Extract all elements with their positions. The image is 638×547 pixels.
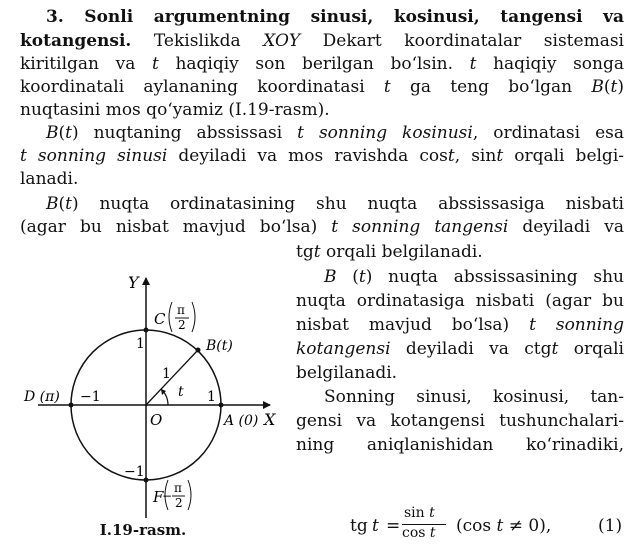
text-span: t: [65, 194, 72, 214]
num-t: t: [429, 505, 435, 521]
text-line-18: [296, 410, 624, 433]
radius-ob: [146, 350, 198, 405]
text-span: t sonning sinusi: [20, 146, 168, 166]
figure-caption: I.19-rasm.: [99, 521, 187, 539]
point-d-dot: [69, 403, 74, 408]
f-minus: −: [162, 489, 173, 503]
text-span: kiritilgan va: [20, 54, 152, 74]
text-line-2: [20, 30, 624, 53]
text-span: (: [58, 194, 66, 214]
text-span: deyiladi va mos ravishda cos: [167, 146, 448, 166]
text-line-16: [296, 362, 624, 385]
text-span: orqali: [558, 339, 624, 359]
tick-minus-one-left: −1: [80, 389, 101, 405]
point-b-dot: [196, 348, 201, 353]
text-span: ) nuqta ordinatasining shu nuqta abssissasiga nisbati: [71, 194, 624, 214]
den-cos: cos: [402, 525, 426, 541]
text-line-4: [20, 76, 624, 99]
text-span: lanadi.: [20, 169, 79, 189]
cond-t: t: [496, 516, 504, 536]
section-heading: 3. Sonli argumentning sinusi, kosinusi, tangensi va: [46, 7, 624, 27]
text-span: Tekislikda: [131, 31, 264, 51]
c-pi: π: [177, 303, 185, 317]
text-span: Dekart koordinatalar sistemasi: [300, 31, 624, 51]
f-pi: π: [174, 481, 182, 495]
num-sin: sin: [404, 505, 425, 521]
text-span: t: [151, 54, 159, 74]
point-c-label: C: [154, 310, 166, 328]
text-line-19: [296, 434, 624, 457]
text-span: t: [447, 146, 455, 166]
tick-one-right: 1: [207, 389, 216, 405]
text-line-3: [20, 53, 624, 76]
point-a-dot: [219, 403, 224, 408]
text-span: nisbat mavjud bo‘lsa): [296, 315, 530, 335]
text-line-15: [296, 338, 624, 361]
text-span: ) nuqtaning abssissasi: [71, 123, 298, 143]
angle-label: t: [178, 384, 184, 400]
cond-cos: (cos: [456, 516, 492, 536]
formula-condition: [456, 516, 551, 536]
f-two: 2: [175, 496, 183, 510]
formula-denominator: [402, 525, 436, 541]
text-span: ning aniqlanishidan ko‘rinadiki,: [296, 435, 624, 455]
y-axis-label: Y: [128, 273, 139, 292]
text-span: t: [383, 77, 391, 97]
text-span: deyiladi va: [508, 217, 624, 237]
tick-one-radius: 1: [162, 366, 171, 382]
text-span: ga teng bo‘lgan: [390, 77, 592, 97]
text-span: nuqta ordinatasiga nisbati (agar bu: [296, 291, 624, 311]
point-c-dot: [144, 328, 149, 333]
tick-minus-one-bottom: −1: [124, 464, 145, 480]
text-line-7: [20, 145, 624, 168]
formula-lhs-tg: tg: [350, 516, 368, 536]
text-line-5: [20, 99, 624, 122]
text-span: Sonning sinusi, kosinusi, tan-: [324, 387, 624, 407]
text-span: XOY: [263, 31, 301, 51]
text-span: koordinatali aylananing koordinatasi: [20, 77, 384, 97]
text-span: t: [358, 267, 366, 287]
text-span: B: [46, 194, 59, 214]
text-line-10: [20, 216, 624, 239]
text-span: ) nuqta abssissasining shu: [365, 267, 624, 287]
text-span: orqali belgilanadi.: [320, 242, 483, 262]
text-line-17: [324, 386, 624, 409]
text-span: t: [313, 242, 321, 262]
text-line-13: [296, 290, 624, 313]
text-span: (: [603, 77, 611, 97]
point-f-label: F: [153, 488, 164, 506]
text-span: nuqtasini mos qo‘yamiz (I.19-rasm).: [20, 100, 330, 120]
formula-equals: =: [386, 516, 401, 536]
text-line-12: [324, 266, 624, 289]
text-span: t: [610, 77, 618, 97]
origin-label: O: [150, 411, 163, 429]
text-span: (: [58, 123, 66, 143]
text-span: t sonning tangensi: [331, 217, 509, 237]
den-t: t: [429, 525, 436, 541]
text-span: t: [496, 146, 504, 166]
text-line-1: [20, 6, 624, 29]
unit-circle-figure: [0, 262, 295, 527]
text-span: tg: [296, 242, 314, 262]
formula-lhs-t: t: [372, 516, 379, 536]
text-line-6: [46, 122, 624, 145]
text-span: t sonning kosinusi: [297, 123, 473, 143]
formula-number: (1): [598, 516, 623, 536]
cond-rest: ≠ 0),: [503, 516, 552, 536]
text-line-8: [20, 168, 624, 191]
text-span: t: [469, 54, 477, 74]
text-span: haqiqiy songa: [476, 54, 624, 74]
text-span: deyiladi va ctg: [390, 339, 552, 359]
section-heading-end: kotangensi.: [20, 31, 132, 51]
text-span: , ordinatasi esa: [472, 123, 624, 143]
text-span: B: [324, 267, 337, 287]
point-b-label: B(t): [206, 338, 233, 354]
formula-numerator: [404, 505, 435, 521]
formula-1: [350, 504, 630, 544]
text-span: kotangensi: [296, 339, 391, 359]
text-span: , sin: [454, 146, 497, 166]
text-span: haqiqiy son berilgan bo‘lsin.: [158, 54, 470, 74]
text-span: (agar bu nisbat mavjud bo‘lsa): [20, 217, 332, 237]
text-line-9: [46, 193, 624, 216]
text-span: gensi va kotangensi tushunchalari-: [296, 411, 624, 431]
text-span: t: [551, 339, 559, 359]
text-span: (: [336, 267, 359, 287]
text-span: B: [46, 123, 59, 143]
text-span: ): [617, 77, 624, 97]
text-span: t sonning: [529, 315, 624, 335]
c-two: 2: [178, 318, 186, 332]
x-axis-label: X: [264, 410, 276, 429]
text-line-11: [296, 241, 624, 264]
text-span: belgilanadi.: [296, 363, 398, 383]
text-span: B: [591, 77, 604, 97]
text-span: orqali belgi-: [503, 146, 625, 166]
point-a-label: A (0): [224, 413, 259, 429]
tick-one-top: 1: [136, 336, 145, 352]
text-line-14: [296, 314, 624, 337]
text-span: t: [65, 123, 72, 143]
point-d-label: D (π): [24, 389, 60, 405]
